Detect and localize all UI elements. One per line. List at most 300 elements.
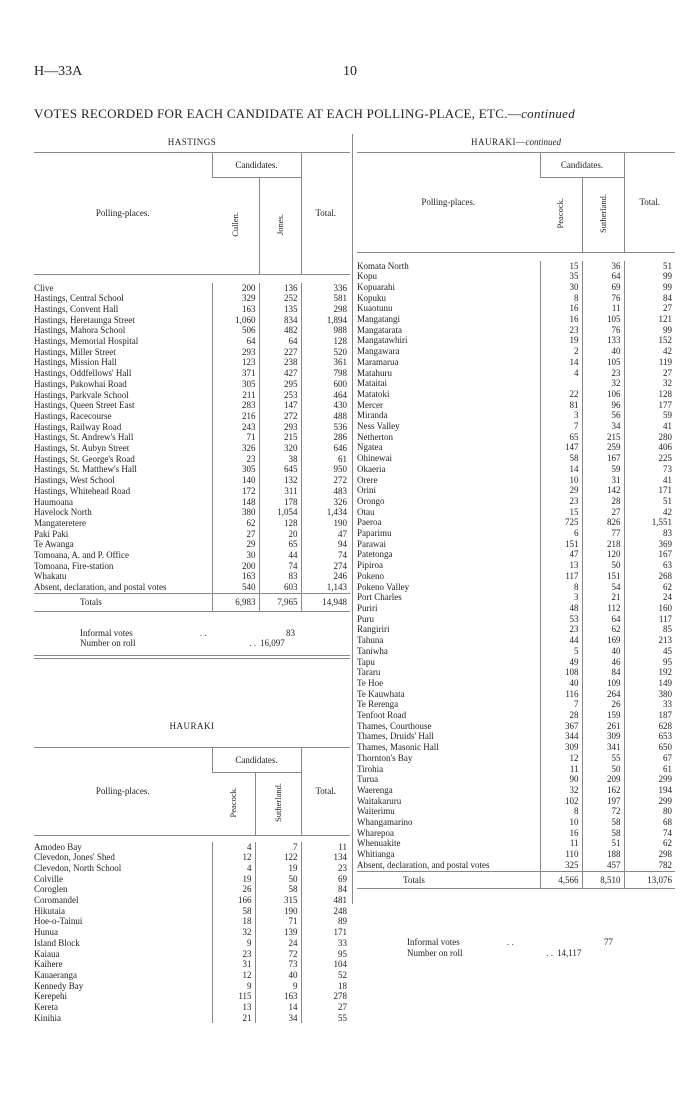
total-header: Total. xyxy=(624,153,675,252)
polling-place-name: Hastings, St. Andrew's Hall xyxy=(34,432,134,443)
candidate-votes-cell: 211 xyxy=(212,390,259,401)
table-row xyxy=(357,603,675,614)
candidate-votes-cell: 58 xyxy=(582,817,624,828)
total-votes-cell: 194 xyxy=(624,785,675,796)
candidate-votes-cell: 23 xyxy=(540,624,582,635)
candidate-votes-cell: 305 xyxy=(212,379,259,390)
polling-place-name: Hastings, Oddfellows' Hall xyxy=(34,368,132,379)
candidate-votes-cell: 151 xyxy=(582,571,624,582)
candidate-votes-cell: 44 xyxy=(259,550,301,561)
candidate-votes-cell: 20 xyxy=(259,529,301,540)
polling-place-name: Kuaotunu xyxy=(357,303,393,314)
candidate-votes-cell: 162 xyxy=(582,785,624,796)
candidate-votes-cell: 115 xyxy=(212,991,255,1002)
candidate-votes-cell xyxy=(540,378,582,389)
polling-place-name: Clevedon, Jones' Shed xyxy=(34,852,115,863)
candidate-votes-cell: 34 xyxy=(255,1013,301,1024)
total-votes-cell: 1,551 xyxy=(624,517,675,528)
table-row xyxy=(34,411,350,422)
total-votes-cell: 104 xyxy=(301,959,350,970)
table-row xyxy=(34,529,350,540)
total-votes-cell: 99 xyxy=(624,282,675,293)
candidate-votes-cell: 7 xyxy=(540,699,582,710)
polling-place-name: Hikutaia xyxy=(34,905,65,916)
candidate-votes-cell: 122 xyxy=(255,852,301,863)
totals-label: Totals xyxy=(357,871,540,889)
candidate-votes-cell: 5 xyxy=(540,646,582,657)
candidate-votes-cell: 23 xyxy=(212,949,255,960)
candidate-votes-cell: 22 xyxy=(540,389,582,400)
polling-place-name: Wharepoa xyxy=(357,827,394,838)
table-row xyxy=(357,785,675,796)
table-row xyxy=(34,906,350,917)
polling-place-name: Amodeo Bay xyxy=(34,841,82,852)
polling-place-name: Thames, Courthouse xyxy=(357,720,432,731)
table-row xyxy=(34,582,350,593)
table-row xyxy=(357,860,675,871)
candidate-votes-cell: 40 xyxy=(540,678,582,689)
table-row xyxy=(357,571,675,582)
table-row xyxy=(34,336,350,347)
total-votes-cell: 225 xyxy=(624,453,675,464)
hauraki-summary xyxy=(357,937,675,958)
candidate-votes-cell: 133 xyxy=(582,335,624,346)
total-votes-cell: 74 xyxy=(301,550,350,561)
candidate-votes-cell: 50 xyxy=(582,764,624,775)
candidate-votes-cell: 167 xyxy=(582,453,624,464)
total-votes-cell: 67 xyxy=(624,753,675,764)
total-votes-cell: 600 xyxy=(301,379,350,390)
candidate-votes-cell: 9 xyxy=(212,981,255,992)
total-votes-cell: 286 xyxy=(301,432,350,443)
total-votes-cell: 171 xyxy=(301,927,350,938)
polling-place-name: Komata North xyxy=(357,260,409,271)
candidate-votes-cell: 10 xyxy=(540,475,582,486)
candidate-votes-cell: 40 xyxy=(582,346,624,357)
table-row xyxy=(357,314,675,325)
total-votes-cell: 369 xyxy=(624,539,675,550)
polling-place-name: Waerenga xyxy=(357,784,393,795)
table-row xyxy=(357,539,675,550)
table-row xyxy=(34,852,350,863)
candidate-votes-cell: 215 xyxy=(582,432,624,443)
total-votes-cell: 27 xyxy=(301,1002,350,1013)
total-votes-cell: 274 xyxy=(301,561,350,572)
total-votes-cell: 192 xyxy=(624,667,675,678)
candidate-votes-cell: 834 xyxy=(259,315,301,326)
total-votes-cell: 988 xyxy=(301,325,350,336)
candidate-votes-cell: 16 xyxy=(540,303,582,314)
table-row xyxy=(34,539,350,550)
polling-place-name: Mangateretere xyxy=(34,517,86,528)
candidate-votes-cell: 58 xyxy=(212,906,255,917)
table-row xyxy=(34,561,350,572)
candidate-votes-cell: 1,060 xyxy=(212,315,259,326)
table-row xyxy=(357,614,675,625)
total-votes-cell: 27 xyxy=(624,303,675,314)
polling-place-name: Coroglen xyxy=(34,884,68,895)
table-row xyxy=(357,357,675,368)
candidate-votes-cell: 65 xyxy=(259,539,301,550)
total-votes-cell: 336 xyxy=(301,283,350,294)
total-votes-cell: 464 xyxy=(301,390,350,401)
total-votes-cell: 280 xyxy=(624,432,675,443)
table-row xyxy=(357,464,675,475)
candidate-votes-cell: 218 xyxy=(582,539,624,550)
polling-place-name: Hastings, Pakowhai Road xyxy=(34,378,127,389)
candidate-votes-cell: 11 xyxy=(582,303,624,314)
total-votes-cell: 248 xyxy=(301,906,350,917)
total-votes-cell: 653 xyxy=(624,731,675,742)
candidate-votes-cell: 47 xyxy=(540,549,582,560)
total-votes-cell: 361 xyxy=(301,357,350,368)
polling-place-name: Turua xyxy=(357,774,379,785)
candidate-votes-cell: 56 xyxy=(582,410,624,421)
candidate-votes-cell: 200 xyxy=(212,561,259,572)
table-row xyxy=(357,410,675,421)
candidate-votes-cell: 32 xyxy=(540,785,582,796)
polling-place-name: Tahuna xyxy=(357,635,384,646)
right-column xyxy=(357,132,675,959)
candidate-votes-cell: 105 xyxy=(582,357,624,368)
dots: . . xyxy=(249,638,256,649)
table-row xyxy=(357,710,675,721)
total-votes-cell: 63 xyxy=(624,560,675,571)
candidate-votes-cell: 147 xyxy=(259,400,301,411)
table-row xyxy=(357,517,675,528)
polling-place-name: Te Kauwhata xyxy=(357,688,405,699)
totals-value: 13,076 xyxy=(624,871,675,889)
table-row xyxy=(357,764,675,775)
polling-place-name: Hastings, Miller Street xyxy=(34,346,116,357)
polling-place-name: Kinihia xyxy=(34,1012,61,1023)
total-votes-cell: 119 xyxy=(624,357,675,368)
total-votes-cell: 42 xyxy=(624,507,675,518)
candidate-votes-cell: 200 xyxy=(212,283,259,294)
candidate-votes-cell: 35 xyxy=(540,271,582,282)
candidate-votes-cell: 293 xyxy=(259,422,301,433)
total-votes-cell: 278 xyxy=(301,991,350,1002)
total-header: Total. xyxy=(301,153,350,274)
candidate-votes-cell: 11 xyxy=(540,764,582,775)
candidate-votes-cell: 11 xyxy=(540,838,582,849)
table-row xyxy=(34,959,350,970)
total-votes-cell: 99 xyxy=(624,271,675,282)
candidate-votes-cell: 272 xyxy=(259,411,301,422)
table-row xyxy=(357,507,675,518)
polling-place-name: Mangawara xyxy=(357,346,400,357)
total-votes-cell: 213 xyxy=(624,635,675,646)
page-number: 10 xyxy=(343,64,357,79)
candidate-votes-cell: 116 xyxy=(540,689,582,700)
table-row xyxy=(357,303,675,314)
table-row xyxy=(357,699,675,710)
page-reference: H—33A xyxy=(34,64,83,79)
total-votes-cell: 298 xyxy=(624,849,675,860)
polling-places-header: Polling-places. xyxy=(95,785,150,796)
candidate-votes-cell: 49 xyxy=(540,657,582,668)
candidate-votes-cell: 72 xyxy=(582,806,624,817)
candidate-votes-cell: 76 xyxy=(582,293,624,304)
informal-votes-label: Informal votes xyxy=(80,627,133,638)
polling-place-name: Kopu xyxy=(357,271,377,282)
hauraki-continued-header xyxy=(357,153,675,252)
candidate-votes-cell: 12 xyxy=(212,970,255,981)
candidate-votes-cell: 71 xyxy=(212,432,259,443)
polling-place-name: Pipiroa xyxy=(357,560,383,571)
polling-place-name: Tararu xyxy=(357,667,381,678)
candidate-votes-cell: 32 xyxy=(212,927,255,938)
polling-place-name: Ness Valley xyxy=(357,421,400,432)
candidate-votes-cell: 73 xyxy=(255,959,301,970)
candidate-peacock-header: Peacock. xyxy=(227,787,238,818)
candidate-votes-cell: 64 xyxy=(582,614,624,625)
candidate-votes-cell: 188 xyxy=(582,849,624,860)
polling-place-name: Hastings, Queen Street East xyxy=(34,400,135,411)
polling-place-name: Clive xyxy=(34,282,54,293)
candidate-votes-cell: 120 xyxy=(582,549,624,560)
candidate-votes-cell: 54 xyxy=(582,582,624,593)
total-votes-cell: 47 xyxy=(301,529,350,540)
hauraki-title: HAURAKI xyxy=(169,721,215,731)
candidate-votes-cell: 3 xyxy=(540,410,582,421)
table-row xyxy=(34,1013,350,1024)
polling-place-name: Puriri xyxy=(357,603,378,613)
candidate-votes-cell: 253 xyxy=(259,390,301,401)
polling-place-name: Hunua xyxy=(34,927,58,938)
candidate-votes-cell: 140 xyxy=(212,475,259,486)
candidate-votes-cell: 19 xyxy=(540,335,582,346)
table-row xyxy=(34,842,350,853)
polling-place-name: Hastings, Mission Hall xyxy=(34,357,117,368)
polling-place-name: Haumoana xyxy=(34,496,73,507)
total-votes-cell: 94 xyxy=(301,539,350,550)
candidate-votes-cell: 71 xyxy=(255,916,301,927)
total-votes-cell: 190 xyxy=(301,518,350,529)
table-row xyxy=(357,753,675,764)
polling-places-header: Polling-places. xyxy=(95,207,150,218)
total-votes-cell: 1,434 xyxy=(301,507,350,518)
table-row xyxy=(34,432,350,443)
number-on-roll-value: 14,117 xyxy=(557,947,582,958)
table-row xyxy=(34,927,350,938)
table-row xyxy=(357,325,675,336)
total-votes-cell: 160 xyxy=(624,603,675,614)
candidate-votes-cell: 9 xyxy=(255,981,301,992)
candidate-cullen-header: Cullen. xyxy=(229,212,240,237)
table-row xyxy=(34,315,350,326)
table-row xyxy=(357,731,675,742)
candidate-votes-cell: 58 xyxy=(540,453,582,464)
candidate-votes-cell: 320 xyxy=(259,443,301,454)
candidate-votes-cell: 12 xyxy=(212,852,255,863)
table-row xyxy=(34,991,350,1002)
candidate-votes-cell: 309 xyxy=(540,742,582,753)
candidate-votes-cell: 15 xyxy=(540,261,582,272)
candidate-votes-cell: 16 xyxy=(540,828,582,839)
table-row xyxy=(357,485,675,496)
table-row xyxy=(357,657,675,668)
total-votes-cell: 149 xyxy=(624,678,675,689)
polling-place-name: Patetonga xyxy=(357,549,393,560)
candidate-votes-cell: 4 xyxy=(212,863,255,874)
number-on-roll-value: 16,097 xyxy=(260,638,285,649)
candidate-votes-cell: 371 xyxy=(212,368,259,379)
candidate-votes-cell: 23 xyxy=(212,454,259,465)
polling-place-name: Tomoana, A. and P. Office xyxy=(34,550,129,561)
total-votes-cell: 536 xyxy=(301,422,350,433)
total-votes-cell: 650 xyxy=(624,742,675,753)
table-row xyxy=(357,496,675,507)
candidate-votes-cell: 8 xyxy=(540,582,582,593)
table-row xyxy=(34,486,350,497)
table-row xyxy=(34,884,350,895)
candidate-votes-cell: 58 xyxy=(255,884,301,895)
table-row xyxy=(357,774,675,785)
total-votes-cell: 167 xyxy=(624,549,675,560)
candidate-votes-cell: 283 xyxy=(212,400,259,411)
polling-place-name: Clevedon, North School xyxy=(34,862,122,873)
table-row xyxy=(357,271,675,282)
candidate-votes-cell: 31 xyxy=(212,959,255,970)
candidate-votes-cell: 83 xyxy=(259,571,301,582)
table-row xyxy=(34,325,350,336)
totals-label: Totals xyxy=(34,593,212,611)
candidate-votes-cell: 64 xyxy=(259,336,301,347)
candidate-votes-cell: 40 xyxy=(255,970,301,981)
candidate-votes-cell: 27 xyxy=(582,507,624,518)
candidate-votes-cell: 62 xyxy=(582,624,624,635)
total-votes-cell: 326 xyxy=(301,497,350,508)
polling-place-name: Tomoana, Fire-station xyxy=(34,560,114,571)
candidate-votes-cell: 344 xyxy=(540,731,582,742)
candidate-votes-cell: 34 xyxy=(582,421,624,432)
hastings-summary xyxy=(34,628,350,649)
candidate-votes-cell: 58 xyxy=(582,828,624,839)
polling-place-name: Hastings, Whitehead Road xyxy=(34,485,131,496)
table-row xyxy=(357,453,675,464)
candidate-votes-cell: 26 xyxy=(582,699,624,710)
polling-place-name: Puru xyxy=(357,613,375,624)
total-votes-cell: 85 xyxy=(624,624,675,635)
total-votes-cell: 74 xyxy=(624,828,675,839)
totals-value: 6,983 xyxy=(212,593,259,611)
candidate-votes-cell: 166 xyxy=(212,895,255,906)
polling-place-name: Whakatu xyxy=(34,571,67,582)
candidate-votes-cell: 261 xyxy=(582,721,624,732)
candidate-votes-cell: 135 xyxy=(259,304,301,315)
candidate-votes-cell: 243 xyxy=(212,422,259,433)
polling-place-name: Whangamarino xyxy=(357,817,413,828)
candidate-votes-cell: 645 xyxy=(259,464,301,475)
candidate-votes-cell: 55 xyxy=(582,753,624,764)
candidate-votes-cell: 108 xyxy=(540,667,582,678)
candidate-votes-cell: 6 xyxy=(540,528,582,539)
candidate-votes-cell: 14 xyxy=(540,357,582,368)
total-votes-cell: 45 xyxy=(624,646,675,657)
table-row xyxy=(34,379,350,390)
table-row xyxy=(357,282,675,293)
candidate-votes-cell: 14 xyxy=(255,1002,301,1013)
candidate-votes-cell: 197 xyxy=(582,796,624,807)
total-votes-cell: 59 xyxy=(624,410,675,421)
total-votes-cell: 950 xyxy=(301,464,350,475)
table-row xyxy=(357,828,675,839)
candidate-votes-cell: 46 xyxy=(582,657,624,668)
total-votes-cell: 117 xyxy=(624,614,675,625)
table-row xyxy=(357,838,675,849)
candidate-votes-cell: 163 xyxy=(212,304,259,315)
table-row xyxy=(357,346,675,357)
table-row xyxy=(34,390,350,401)
table-row xyxy=(34,949,350,960)
total-votes-cell: 581 xyxy=(301,293,350,304)
candidate-votes-cell: 15 xyxy=(540,507,582,518)
total-votes-cell: 177 xyxy=(624,400,675,411)
totals-row xyxy=(357,871,675,889)
candidate-votes-cell: 32 xyxy=(582,378,624,389)
candidate-votes-cell: 40 xyxy=(582,646,624,657)
polling-place-name: Paeroa xyxy=(357,517,382,528)
candidate-votes-cell: 10 xyxy=(540,817,582,828)
candidate-votes-cell: 84 xyxy=(582,667,624,678)
total-votes-cell: 268 xyxy=(624,571,675,582)
candidates-header: Candidates. xyxy=(540,153,624,178)
polling-place-name: Coromandel xyxy=(34,895,79,906)
candidate-votes-cell: 96 xyxy=(582,400,624,411)
total-votes-cell: 89 xyxy=(301,916,350,927)
candidate-votes-cell: 14 xyxy=(540,464,582,475)
table-row xyxy=(34,916,350,927)
candidate-votes-cell: 81 xyxy=(540,400,582,411)
candidate-votes-cell: 132 xyxy=(259,475,301,486)
total-votes-cell: 62 xyxy=(624,582,675,593)
number-on-roll-label: Number on roll xyxy=(80,638,136,649)
total-votes-cell: 55 xyxy=(301,1013,350,1024)
table-row xyxy=(357,442,675,453)
candidate-votes-cell: 826 xyxy=(582,517,624,528)
total-votes-cell: 1,143 xyxy=(301,582,350,593)
total-votes-cell: 1,894 xyxy=(301,315,350,326)
polling-place-name: Otau xyxy=(357,506,375,517)
total-votes-cell: 299 xyxy=(624,796,675,807)
polling-place-name: Ohinewai xyxy=(357,453,392,464)
polling-place-name: Hastings, St. Aubyn Street xyxy=(34,443,130,454)
total-votes-cell: 171 xyxy=(624,485,675,496)
dots: . . xyxy=(507,937,514,948)
polling-place-name: Te Hoe xyxy=(357,677,384,688)
polling-place-name: Mangatarata xyxy=(357,324,402,335)
polling-place-name: Kennedy Bay xyxy=(34,980,84,991)
candidate-votes-cell: 169 xyxy=(582,635,624,646)
polling-place-name: Te Rerenga xyxy=(357,699,399,710)
total-votes-cell: 430 xyxy=(301,400,350,411)
candidate-votes-cell: 109 xyxy=(582,678,624,689)
table-row xyxy=(357,389,675,400)
table-row xyxy=(34,863,350,874)
hauraki-continued-title: HAURAKI—continued xyxy=(471,137,561,147)
candidate-votes-cell: 325 xyxy=(540,860,582,871)
polling-place-name: Hastings, Parkvale School xyxy=(34,389,129,400)
total-votes-cell: 41 xyxy=(624,475,675,486)
candidate-votes-cell: 341 xyxy=(582,742,624,753)
candidate-votes-cell: 326 xyxy=(212,443,259,454)
candidate-votes-cell: 51 xyxy=(582,838,624,849)
candidate-votes-cell: 2 xyxy=(540,346,582,357)
candidate-votes-cell: 53 xyxy=(540,614,582,625)
candidate-votes-cell: 30 xyxy=(212,550,259,561)
total-votes-cell: 95 xyxy=(301,949,350,960)
